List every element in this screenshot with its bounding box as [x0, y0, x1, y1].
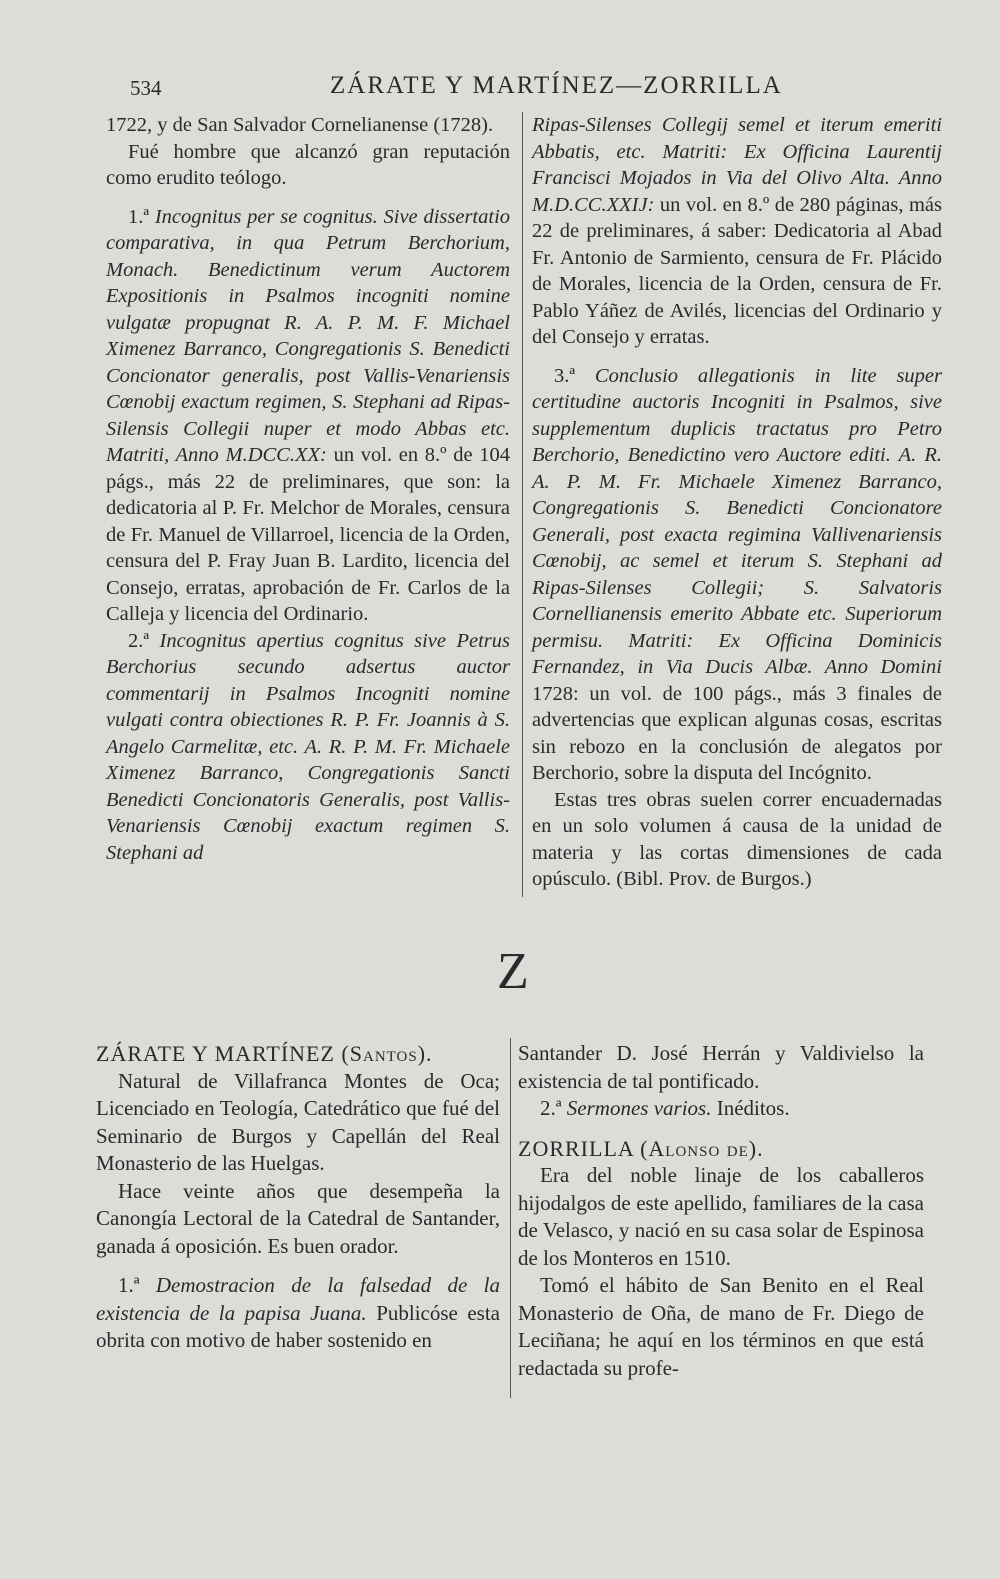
- paragraph-continuation: 1722, y de San Salvador Cornelianense (1728).: [106, 114, 494, 136]
- work-description: un vol. en 8.º de 104 págs., más 22 de preliminares, que son: la dedicatoria al P. Fr. Melchor de Morales, censura de Fr. Manuel de Villarroel, licencia de la Orden, censura del P. Fray Juan B. Lardito, licencia del Consejo, erratas, aprobación de Fr. Carlos de la Calleja y licencia del Ordinario.: [106, 444, 511, 625]
- entry-surname: ZÁRATE Y MARTÍNEZ: [96, 1041, 335, 1066]
- work-number: 1.ª: [128, 205, 150, 228]
- work-number: 2.ª: [128, 629, 150, 652]
- work-description: un vol. en 8.º de 280 páginas, más 22 de preliminares, á saber: Dedicatoria al Abad Fr. Antonio de Sarmiento, censura de Fr. Plácido de Morales, licencia de la Orden, censura de Fr. Pablo Yáñez de Avilés, licencias del Ordinario y del Consejo y erratas.: [532, 193, 942, 348]
- work-number: 1.ª: [118, 1273, 140, 1297]
- work-description: 1728: un vol. de 100 págs., más 3 finales de advertencias que explican algunas cosas, escritas sin rebozo en la conclusión de alegatos por Berchorio, sobre la disputa del Incógnito.: [532, 682, 942, 784]
- column-divider: [510, 1038, 511, 1398]
- work-entry-zarate-2: [518, 1095, 924, 1123]
- top-right-column: [532, 112, 942, 893]
- work-title: Ripas-Silenses Collegij semel et iterum emeriti Abbatis, etc. Matriti: Ex Officina Laurentij Francisci Mojados in Via del Olivo Alta. Anno M.D.CC.XXIJ:: [532, 114, 942, 216]
- paragraph-reputation: Fué hombre que alcanzó gran reputación como erudito teólogo.: [106, 140, 510, 189]
- paragraph-lineage: Era del noble linaje de los caballeros hijodalgos de este apellido, familiares de la casa de Velasco, y nació en su casa solar de Espinosa de los Monteros en 1510.: [518, 1163, 924, 1270]
- work-title: Incognitus per se cognitus. Sive dissertatio comparativa, in qua Petrum Berchorium, Monach. Benedictinum verum Auctorem Expositionis in Psalmos incogniti nomine vulgatæ propugnat R. A. P. M. F. Michael Ximenez Barranco, Congregationis S. Benedicti Concionator generalis, post Vallis-Venariensis Cœnobij exactum regimen, S. Stephani ad Ripas-Silensis Collegii nuper et modo Abbas etc. Matriti, Anno M.DCC.XX:: [106, 205, 511, 466]
- page-number: 534: [130, 76, 162, 100]
- entry-heading-zorrilla: [518, 1135, 924, 1163]
- work-title: Incognitus apertius cognitus sive Petrus Berchorius secundo adsertus auctor commentarij in Psalmos Incogniti nomine vulgati contra obiectiones R. P. Fr. Joannis à S. Angelo Carmelitæ, etc. A. R. P. M. Fr. Michaele Ximenez Barranco, Congregationis Sancti Benedicti Concionatoris Generalis, post Vallis-Venariensis Cœnobij exactum regimen S. Stephani ad: [106, 629, 511, 864]
- work-entry-2-continued: [532, 112, 942, 351]
- column-divider: [522, 112, 523, 897]
- top-left-column: [106, 112, 510, 866]
- work-number: 2.ª: [540, 1096, 562, 1120]
- running-title: ZÁRATE Y MARTÍNEZ—ZORRILLA: [330, 72, 783, 99]
- bottom-left-column: [96, 1040, 500, 1355]
- paragraph-profession: Tomó el hábito de San Benito en el Real Monasterio de Oña, de mano de Fr. Diego de Leciñana; he aquí en los términos en que está redactada su profe-: [518, 1273, 924, 1380]
- work-entry-1: [106, 204, 510, 628]
- section-letter: Z: [497, 943, 530, 1000]
- paragraph-biography: Natural de Villafranca Montes de Oca; Licenciado en Teología, Catedrático que fué del Seminario de Burgos y Capellán del Real Monasterio de las Huelgas.: [96, 1068, 500, 1175]
- work-entry-zarate-1: [96, 1272, 500, 1355]
- bottom-right-column: [518, 1040, 924, 1382]
- work-description: Inéditos.: [716, 1096, 790, 1120]
- work-number: 3.ª: [554, 364, 576, 387]
- work-title: Conclusio allegationis in lite super certitudine auctoris Incogniti in Psalmos, sive supplementum duplicis tractatus pro Petro Berchorio, Benedictino vero Auctore editi. A. R. A. P. M. Fr. Michaele Ximenez Barranco, Congregationis S. Benedicti Concionatore Generali, post exacta regimina Vallivenariensis Cœnobij, ac semel et iterum S. Stephani ad Ripas-Silenses Collegii; S. Salvatoris Cornellianensis emerito Abbate etc. Superiorum permisu. Matriti: Ex Officina Dominicis Fernandez, in Via Ducis Albæ. Anno Domini: [532, 364, 942, 678]
- entry-given-name: (Alonso de).: [640, 1135, 764, 1161]
- work-entry-2: [106, 628, 510, 867]
- entry-surname: ZORRILLA: [518, 1135, 634, 1161]
- work-title: Demostracion de la falsedad de la existencia de la papisa Juana.: [96, 1273, 501, 1325]
- paragraph-canongia: Hace veinte años que desempeña la Canongía Lectoral de la Catedral de Santander, ganada á oposición. Es buen orador.: [96, 1178, 500, 1258]
- work-description: Publicóse esta obrita con motivo de haber sostenido en: [96, 1300, 500, 1352]
- work-entry-3: [532, 363, 942, 787]
- page-header: [130, 68, 930, 108]
- work-title: Sermones varios.: [566, 1096, 712, 1120]
- entry-given-name: (Santos).: [341, 1041, 433, 1066]
- entry-heading-zarate: [96, 1040, 500, 1068]
- paragraph-binding-note: Estas tres obras suelen correr encuadernadas en un solo volumen á causa de la unidad de materia y las cortas dimensiones de cada opúsculo. (Bibl. Prov. de Burgos.): [532, 788, 942, 890]
- paragraph-continuation: Santander D. José Herrán y Valdivielso la existencia de tal pontificado.: [518, 1041, 924, 1093]
